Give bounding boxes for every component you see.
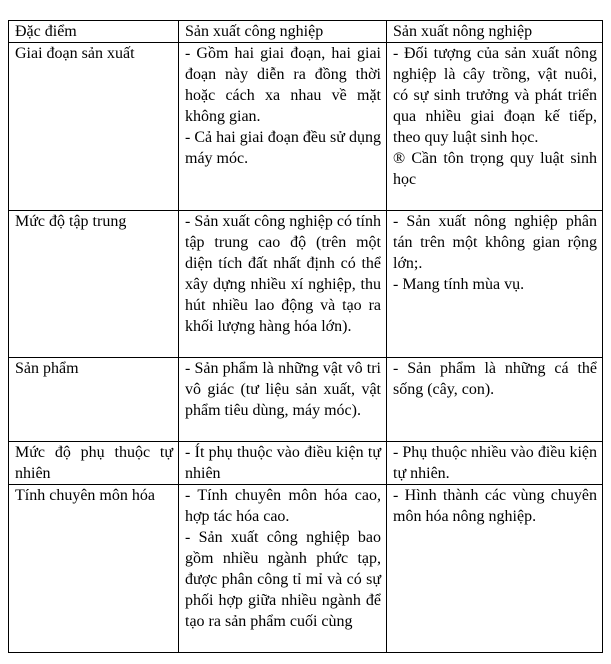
industry-cell bbox=[179, 211, 387, 358]
table-row bbox=[9, 43, 603, 211]
cell-paragraph: - Phụ thuộc nhiều vào điều kiện tự nhiên. bbox=[393, 444, 597, 482]
cell-paragraph: - Gồm hai giai đoạn, hai giai đoạn này diễn ra đồng thời hoặc cách xa nhau về mặt không gian. bbox=[185, 45, 381, 125]
feature-cell: Sản phẩm bbox=[9, 358, 179, 442]
cell-paragraph: - Hình thành các vùng chuyên môn hóa nông nghiệp. bbox=[393, 487, 597, 525]
cell-paragraph: - Sản xuất công nghiệp có tính tập trung cao độ (trên một diện tích đất nhất định có thể xây dựng nhiều xí nghiệp, thu hút nhiều lao động và tạo ra khối lượng hàng hóa lớn). bbox=[185, 213, 381, 335]
table-row bbox=[9, 442, 603, 485]
feature-cell: Mức độ tập trung bbox=[9, 211, 179, 358]
cell-paragraph: - Sản xuất công nghiệp bao gồm nhiều ngành phức tạp, được phân công tỉ mỉ và có sự phối hợp giữa nhiều ngành để tạo ra sản phẩm cuối cùng bbox=[185, 529, 381, 630]
cell-paragraph: - Sản xuất nông nghiệp phân tán trên một không gian rộng lớn;. bbox=[393, 213, 597, 272]
feature-cell: Giai đoạn sản xuất bbox=[9, 43, 179, 211]
table-row bbox=[9, 211, 603, 358]
industry-cell bbox=[179, 43, 387, 211]
agriculture-cell bbox=[387, 43, 603, 211]
header-feature: Đặc điểm bbox=[9, 21, 179, 43]
feature-cell: Tính chuyên môn hóa bbox=[9, 485, 179, 653]
table-row bbox=[9, 358, 603, 442]
cell-paragraph: - Cả hai giai đoạn đều sử dụng máy móc. bbox=[185, 129, 381, 167]
comparison-table bbox=[8, 20, 603, 653]
header-industry: Sản xuất công nghiệp bbox=[179, 21, 387, 43]
cell-paragraph: ® Cần tôn trọng quy luật sinh học bbox=[393, 150, 597, 188]
cell-paragraph: - Sản phẩm là những cá thể sống (cây, con). bbox=[393, 360, 597, 398]
agriculture-cell bbox=[387, 358, 603, 442]
cell-paragraph: - Mang tính mùa vụ. bbox=[393, 276, 525, 293]
header-agriculture: Sản xuất nông nghiệp bbox=[387, 21, 603, 43]
agriculture-cell bbox=[387, 485, 603, 653]
industry-cell bbox=[179, 358, 387, 442]
cell-paragraph: - Ít phụ thuộc vào điều kiện tự nhiên bbox=[185, 444, 381, 482]
agriculture-cell bbox=[387, 211, 603, 358]
cell-paragraph: - Tính chuyên môn hóa cao, hợp tác hóa cao. bbox=[185, 487, 381, 525]
feature-cell: Mức độ phụ thuộc tự nhiên bbox=[9, 442, 179, 485]
table-row bbox=[9, 485, 603, 653]
industry-cell bbox=[179, 485, 387, 653]
cell-paragraph: - Đối tượng của sản xuất nông nghiệp là cây trồng, vật nuôi, có sự sinh trưởng và phát triển qua nhiều giai đoạn kế tiếp, theo quy luật sinh học. bbox=[393, 45, 597, 146]
header-row bbox=[9, 21, 603, 43]
agriculture-cell bbox=[387, 442, 603, 485]
cell-paragraph: - Sản phẩm là những vật vô tri vô giác (tư liệu sản xuất, vật phẩm tiêu dùng, máy móc). bbox=[185, 360, 381, 419]
industry-cell bbox=[179, 442, 387, 485]
